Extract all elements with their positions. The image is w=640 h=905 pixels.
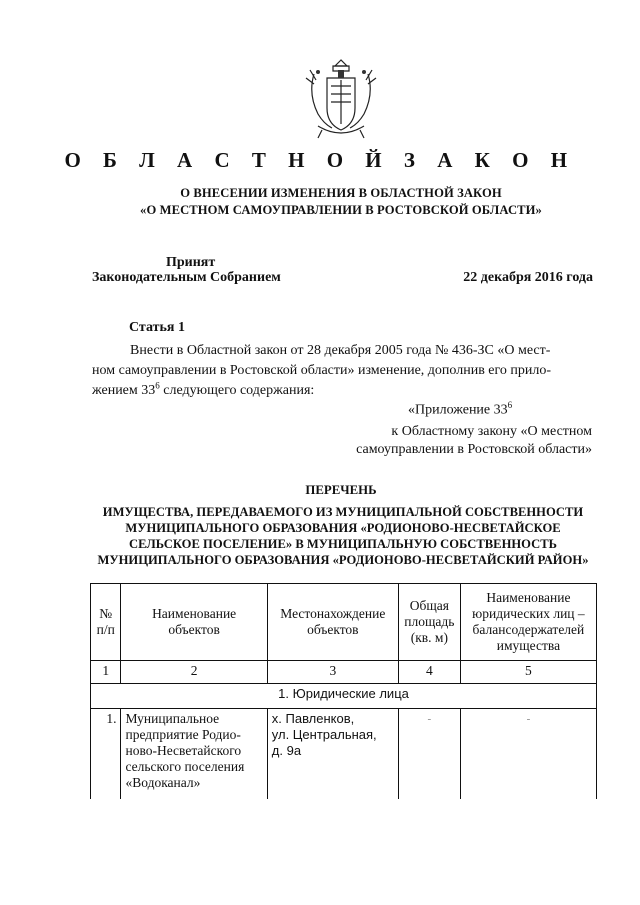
article-line2: ном самоуправлении в Ростовской области» изменение, дополнив его прило- xyxy=(92,363,552,378)
to-law-line2: самоуправлении в Ростовской области» xyxy=(356,442,592,457)
row-name-line5: «Водоканал» xyxy=(125,775,201,790)
row-holder: - xyxy=(460,709,596,800)
header-holder-line2: юридических лиц – xyxy=(472,606,585,621)
article-heading: Статья 1 xyxy=(129,320,185,335)
coat-of-arms-emblem-icon xyxy=(300,56,382,142)
list-line1: ИМУЩЕСТВА, ПЕРЕДАВАЕМОГО ИЗ МУНИЦИПАЛЬНОЙ СОБСТВЕННОСТИ xyxy=(102,505,584,519)
list-subtitle xyxy=(88,504,598,568)
header-number-line2: п/п xyxy=(96,622,115,637)
row-location-line2: ул. Центральная, xyxy=(271,727,377,742)
appendix-label-sup: 6 xyxy=(507,400,513,410)
header-holder-line4: имущества xyxy=(496,638,561,653)
header-holder-line1: Наименование xyxy=(486,590,571,605)
row-name-line2: предприятие Родио- xyxy=(125,727,241,742)
table-section-row xyxy=(91,684,597,709)
header-area xyxy=(398,584,460,661)
row-location xyxy=(267,709,398,800)
appendix-label xyxy=(408,400,512,419)
appendix-to-law xyxy=(312,423,592,459)
header-holder-line3: балансодержателей xyxy=(472,622,585,637)
section-legal-entities: 1. Юридические лица xyxy=(91,684,597,709)
list-line3: СЕЛЬСКОЕ ПОСЕЛЕНИЕ» В МУНИЦИПАЛЬНУЮ СОБСТВЕННОСТЬ xyxy=(129,537,557,551)
row-area: - xyxy=(398,709,460,800)
header-area-line2: площадь xyxy=(404,614,455,629)
article-body xyxy=(92,341,593,401)
to-law-line1: к Областному закону «О местном xyxy=(391,424,592,439)
column-number-3: 3 xyxy=(267,661,398,684)
row-number: 1. xyxy=(91,709,121,800)
column-number-4: 4 xyxy=(398,661,460,684)
table-header-row xyxy=(91,584,597,661)
adoption-date: 22 декабря 2016 года xyxy=(463,270,593,285)
row-name-line3: ново-Несветайского xyxy=(125,743,242,758)
law-subtitle-line2: «О МЕСТНОМ САМОУПРАВЛЕНИИ В РОСТОВСКОЙ ОБЛАСТИ» xyxy=(140,203,542,217)
list-title: ПЕРЕЧЕНЬ xyxy=(305,483,377,497)
table-column-numbers-row xyxy=(91,661,597,684)
header-area-line3: (кв. м) xyxy=(410,630,448,645)
header-name xyxy=(121,584,267,661)
header-name-line2: объектов xyxy=(168,622,220,637)
row-location-line3: д. 9а xyxy=(271,743,302,758)
header-name-line1: Наименование xyxy=(152,606,237,621)
assembly-label: Законодательным Собранием xyxy=(92,270,281,285)
article-line3-sup: 6 xyxy=(155,380,160,391)
adopted-label: Принят xyxy=(166,255,216,270)
column-number-5: 5 xyxy=(460,661,596,684)
row-location-line1: х. Павленков, xyxy=(271,711,355,726)
article-line3-before: жением 33 xyxy=(92,383,156,398)
article-line3 xyxy=(92,381,593,401)
appendix-label-text: «Приложение 33 xyxy=(408,402,508,418)
list-line4: МУНИЦИПАЛЬНОГО ОБРАЗОВАНИЯ «РОДИОНОВО-НЕСВЕТАЙСКИЙ РАЙОН» xyxy=(97,553,589,567)
header-location xyxy=(267,584,398,661)
column-number-1: 1 xyxy=(91,661,121,684)
header-location-line2: объектов xyxy=(307,622,359,637)
table-row xyxy=(91,709,597,800)
list-line2: МУНИЦИПАЛЬНОГО ОБРАЗОВАНИЯ «РОДИОНОВО-НЕСВЕТАЙСКОЕ xyxy=(125,521,561,535)
row-object-name xyxy=(121,709,267,800)
article-line1: Внести в Областной закон от 28 декабря 2005 года № 436-ЗС «О мест- xyxy=(130,343,551,358)
header-area-line1: Общая xyxy=(409,598,449,613)
row-name-line4: сельского поселения xyxy=(125,759,245,774)
header-holder xyxy=(460,584,596,661)
header-location-line1: Местонахождение xyxy=(280,606,386,621)
law-title: О Б Л А С Т Н О Й З А К О Н xyxy=(64,148,576,172)
law-subtitle-line1: О ВНЕСЕНИИ ИЗМЕНЕНИЯ В ОБЛАСТНОЙ ЗАКОН xyxy=(180,186,502,200)
property-table xyxy=(90,583,597,799)
article-line3-after: следующего содержания: xyxy=(159,383,315,398)
header-number xyxy=(91,584,121,661)
header-number-line1: № xyxy=(99,606,113,621)
row-name-line1: Муниципальное xyxy=(125,711,220,726)
column-number-2: 2 xyxy=(121,661,267,684)
